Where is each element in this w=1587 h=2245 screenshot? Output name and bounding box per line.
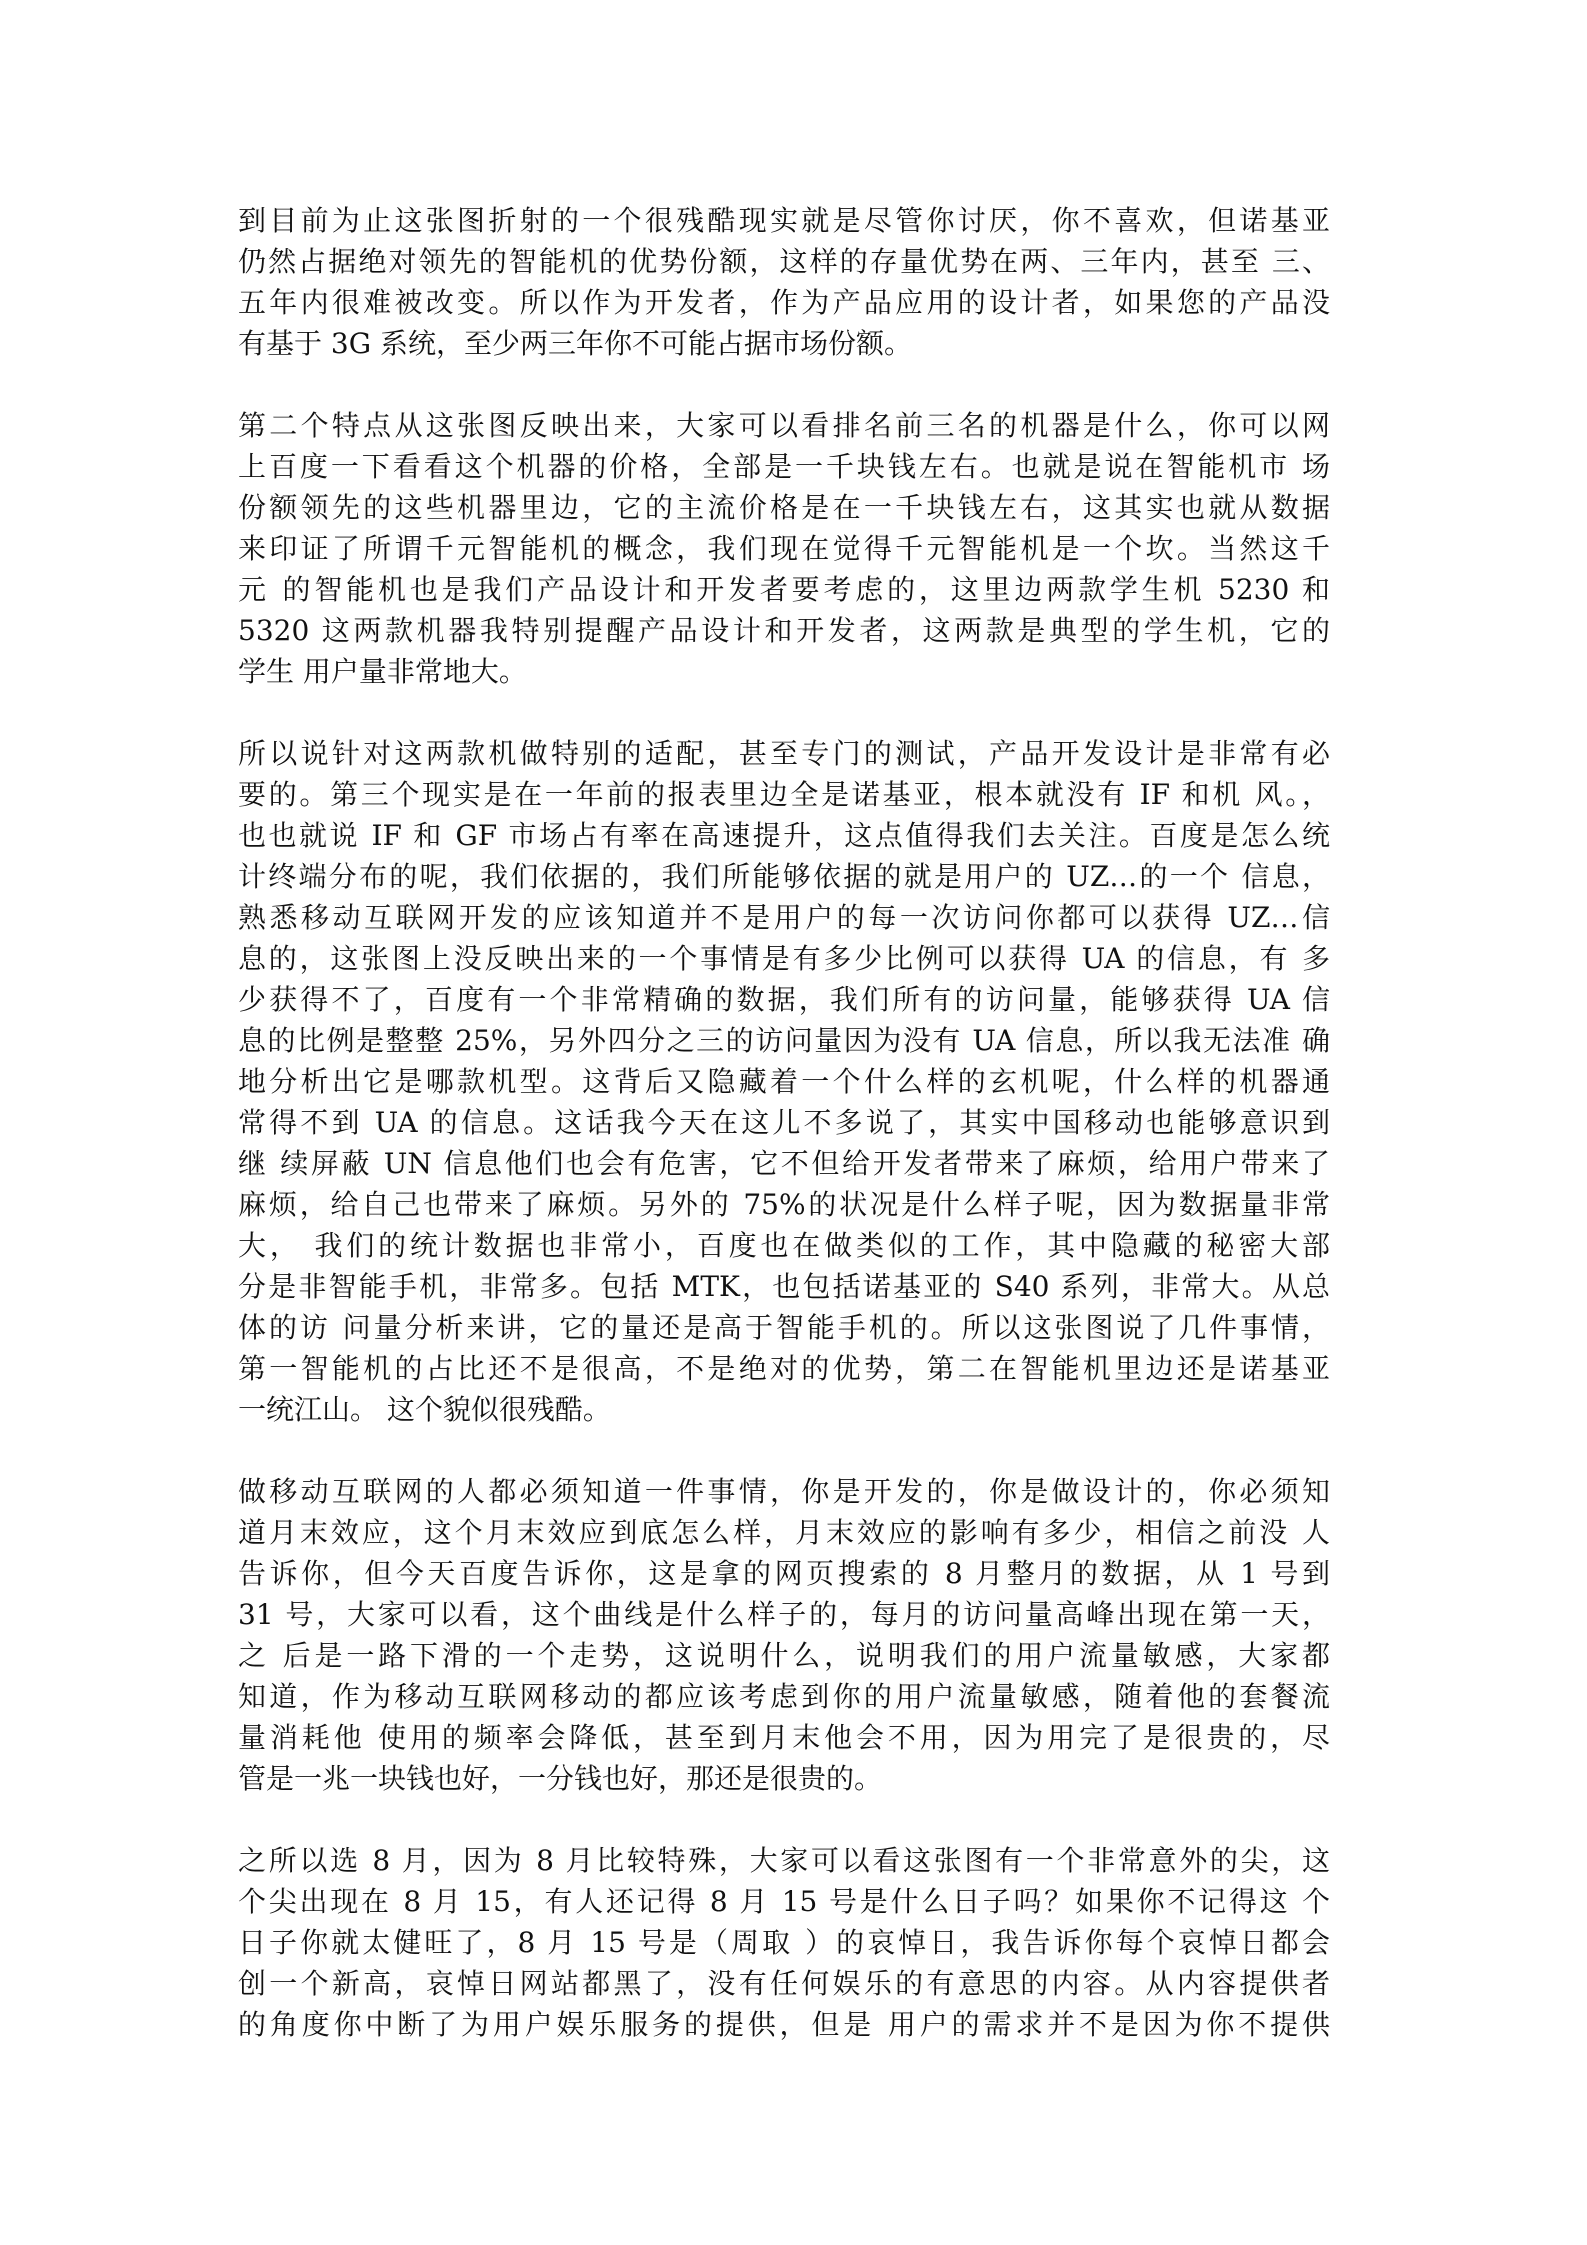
text-line: 学生 用户量非常地大。 — [238, 655, 527, 688]
text-line: 第一智能机的占比还不是很高，不是绝对的优势，第二在智能机里边还是诺基亚 — [238, 1352, 1330, 1385]
text-line: 要的。第三个现实是在一年前的报表里边全是诺基亚，根本就没有 IF 和机 风。， — [238, 778, 1330, 811]
text-line: 道月末效应，这个月末效应到底怎么样，月末效应的影响有多少，相信之前没 人 — [238, 1516, 1330, 1549]
text-line: 地分析出它是哪款机型。这背后又隐藏着一个什么样的玄机呢，什么样的机器通 — [238, 1065, 1330, 1098]
text-line: 大， 我们的统计数据也非常小，百度也在做类似的工作，其中隐藏的秘密大部 — [238, 1229, 1330, 1262]
text-line: 第二个特点从这张图反映出来，大家可以看排名前三名的机器是什么，你可以网 — [238, 409, 1330, 442]
text-line: 少获得不了，百度有一个非常精确的数据，我们所有的访问量，能够获得 UA 信 — [238, 983, 1330, 1016]
text-line: 量消耗他 使用的频率会降低，甚至到月末他会不用，因为用完了是很贵的，尽 — [238, 1721, 1330, 1754]
text-line: 计终端分布的呢，我们依据的，我们所能够依据的就是用户的 UZ…的一个 信息， — [238, 860, 1330, 893]
text-line: 做移动互联网的人都必须知道一件事情，你是开发的，你是做设计的，你必须知 — [238, 1475, 1330, 1508]
text-line: 日子你就太健旺了，8 月 15 号是（周取 ）的哀悼日，我告诉你每个哀悼日都会 — [238, 1926, 1330, 1959]
text-line: 一统江山。 这个貌似很残酷。 — [238, 1393, 611, 1426]
paragraph — [238, 405, 1330, 692]
text-line: 息的，这张图上没反映出来的一个事情是有多少比例可以获得 UA 的信息，有 多 — [238, 942, 1330, 975]
text-line: 熟悉移动互联网开发的应该知道并不是用户的每一次访问你都可以获得 UZ…信 — [238, 901, 1330, 934]
paragraph — [238, 1840, 1330, 2045]
text-line: 个尖出现在 8 月 15，有人还记得 8 月 15 号是什么日子吗？如果你不记得这 个 — [238, 1885, 1330, 1918]
text-line: 五年内很难被改变。所以作为开发者，作为产品应用的设计者，如果您的产品没 — [238, 286, 1330, 319]
text-line: 的角度你中断了为用户娱乐服务的提供，但是 用户的需求并不是因为你不提供 — [238, 2008, 1330, 2041]
text-line: 到目前为止这张图折射的一个很残酷现实就是尽管你讨厌，你不喜欢，但诺基亚 — [238, 204, 1330, 237]
text-line: 麻烦，给自己也带来了麻烦。另外的 75%的状况是什么样子呢，因为数据量非常 — [238, 1188, 1330, 1221]
text-line: 份额领先的这些机器里边，它的主流价格是在一千块钱左右，这其实也就从数据 — [238, 491, 1330, 524]
text-line: 息的比例是整整 25%，另外四分之三的访问量因为没有 UA 信息，所以我无法准 确 — [238, 1024, 1330, 1057]
text-line: 之 后是一路下滑的一个走势，这说明什么，说明我们的用户流量敏感，大家都 — [238, 1639, 1330, 1672]
paragraph — [238, 200, 1330, 364]
text-line: 上百度一下看看这个机器的价格，全部是一千块钱左右。也就是说在智能机市 场 — [238, 450, 1330, 483]
text-line: 知道，作为移动互联网移动的都应该考虑到你的用户流量敏感，随着他的套餐流 — [238, 1680, 1330, 1713]
text-line: 创一个新高，哀悼日网站都黑了，没有任何娱乐的有意思的内容。从内容提供者 — [238, 1967, 1330, 2000]
text-line: 常得不到 UA 的信息。这话我今天在这儿不多说了，其实中国移动也能够意识到 — [238, 1106, 1330, 1139]
text-line: 继 续屏蔽 UN 信息他们也会有危害，它不但给开发者带来了麻烦，给用户带来了 — [238, 1147, 1330, 1180]
text-line: 31 号，大家可以看，这个曲线是什么样子的，每月的访问量高峰出现在第一天， — [238, 1598, 1330, 1631]
text-line: 所以说针对这两款机做特别的适配，甚至专门的测试，产品开发设计是非常有必 — [238, 737, 1330, 770]
text-line: 5320 这两款机器我特别提醒产品设计和开发者，这两款是典型的学生机，它的 — [238, 614, 1330, 647]
paragraph — [238, 733, 1330, 1430]
document-body — [238, 200, 1330, 2086]
text-line: 体的访 问量分析来讲，它的量还是高于智能手机的。所以这张图说了几件事情， — [238, 1311, 1330, 1344]
text-line: 之所以选 8 月，因为 8 月比较特殊，大家可以看这张图有一个非常意外的尖，这 — [238, 1844, 1330, 1877]
text-line: 来印证了所谓千元智能机的概念，我们现在觉得千元智能机是一个坎。当然这千 — [238, 532, 1330, 565]
text-line: 分是非智能手机，非常多。包括 MTK，也包括诺基亚的 S40 系列，非常大。从总 — [238, 1270, 1330, 1303]
text-line: 仍然占据绝对领先的智能机的优势份额，这样的存量优势在两、三年内，甚至 三、 — [238, 245, 1330, 278]
paragraph — [238, 1471, 1330, 1799]
text-line: 管是一兆一块钱也好，一分钱也好，那还是很贵的。 — [238, 1762, 883, 1795]
text-line: 有基于 3G 系统，至少两三年你不可能占据市场份额。 — [238, 327, 912, 360]
text-line: 也也就说 IF 和 GF 市场占有率在高速提升，这点值得我们去关注。百度是怎么统 — [238, 819, 1330, 852]
text-line: 告诉你，但今天百度告诉你，这是拿的网页搜索的 8 月整月的数据，从 1 号到 — [238, 1557, 1330, 1590]
text-line: 元 的智能机也是我们产品设计和开发者要考虑的，这里边两款学生机 5230 和 — [238, 573, 1330, 606]
